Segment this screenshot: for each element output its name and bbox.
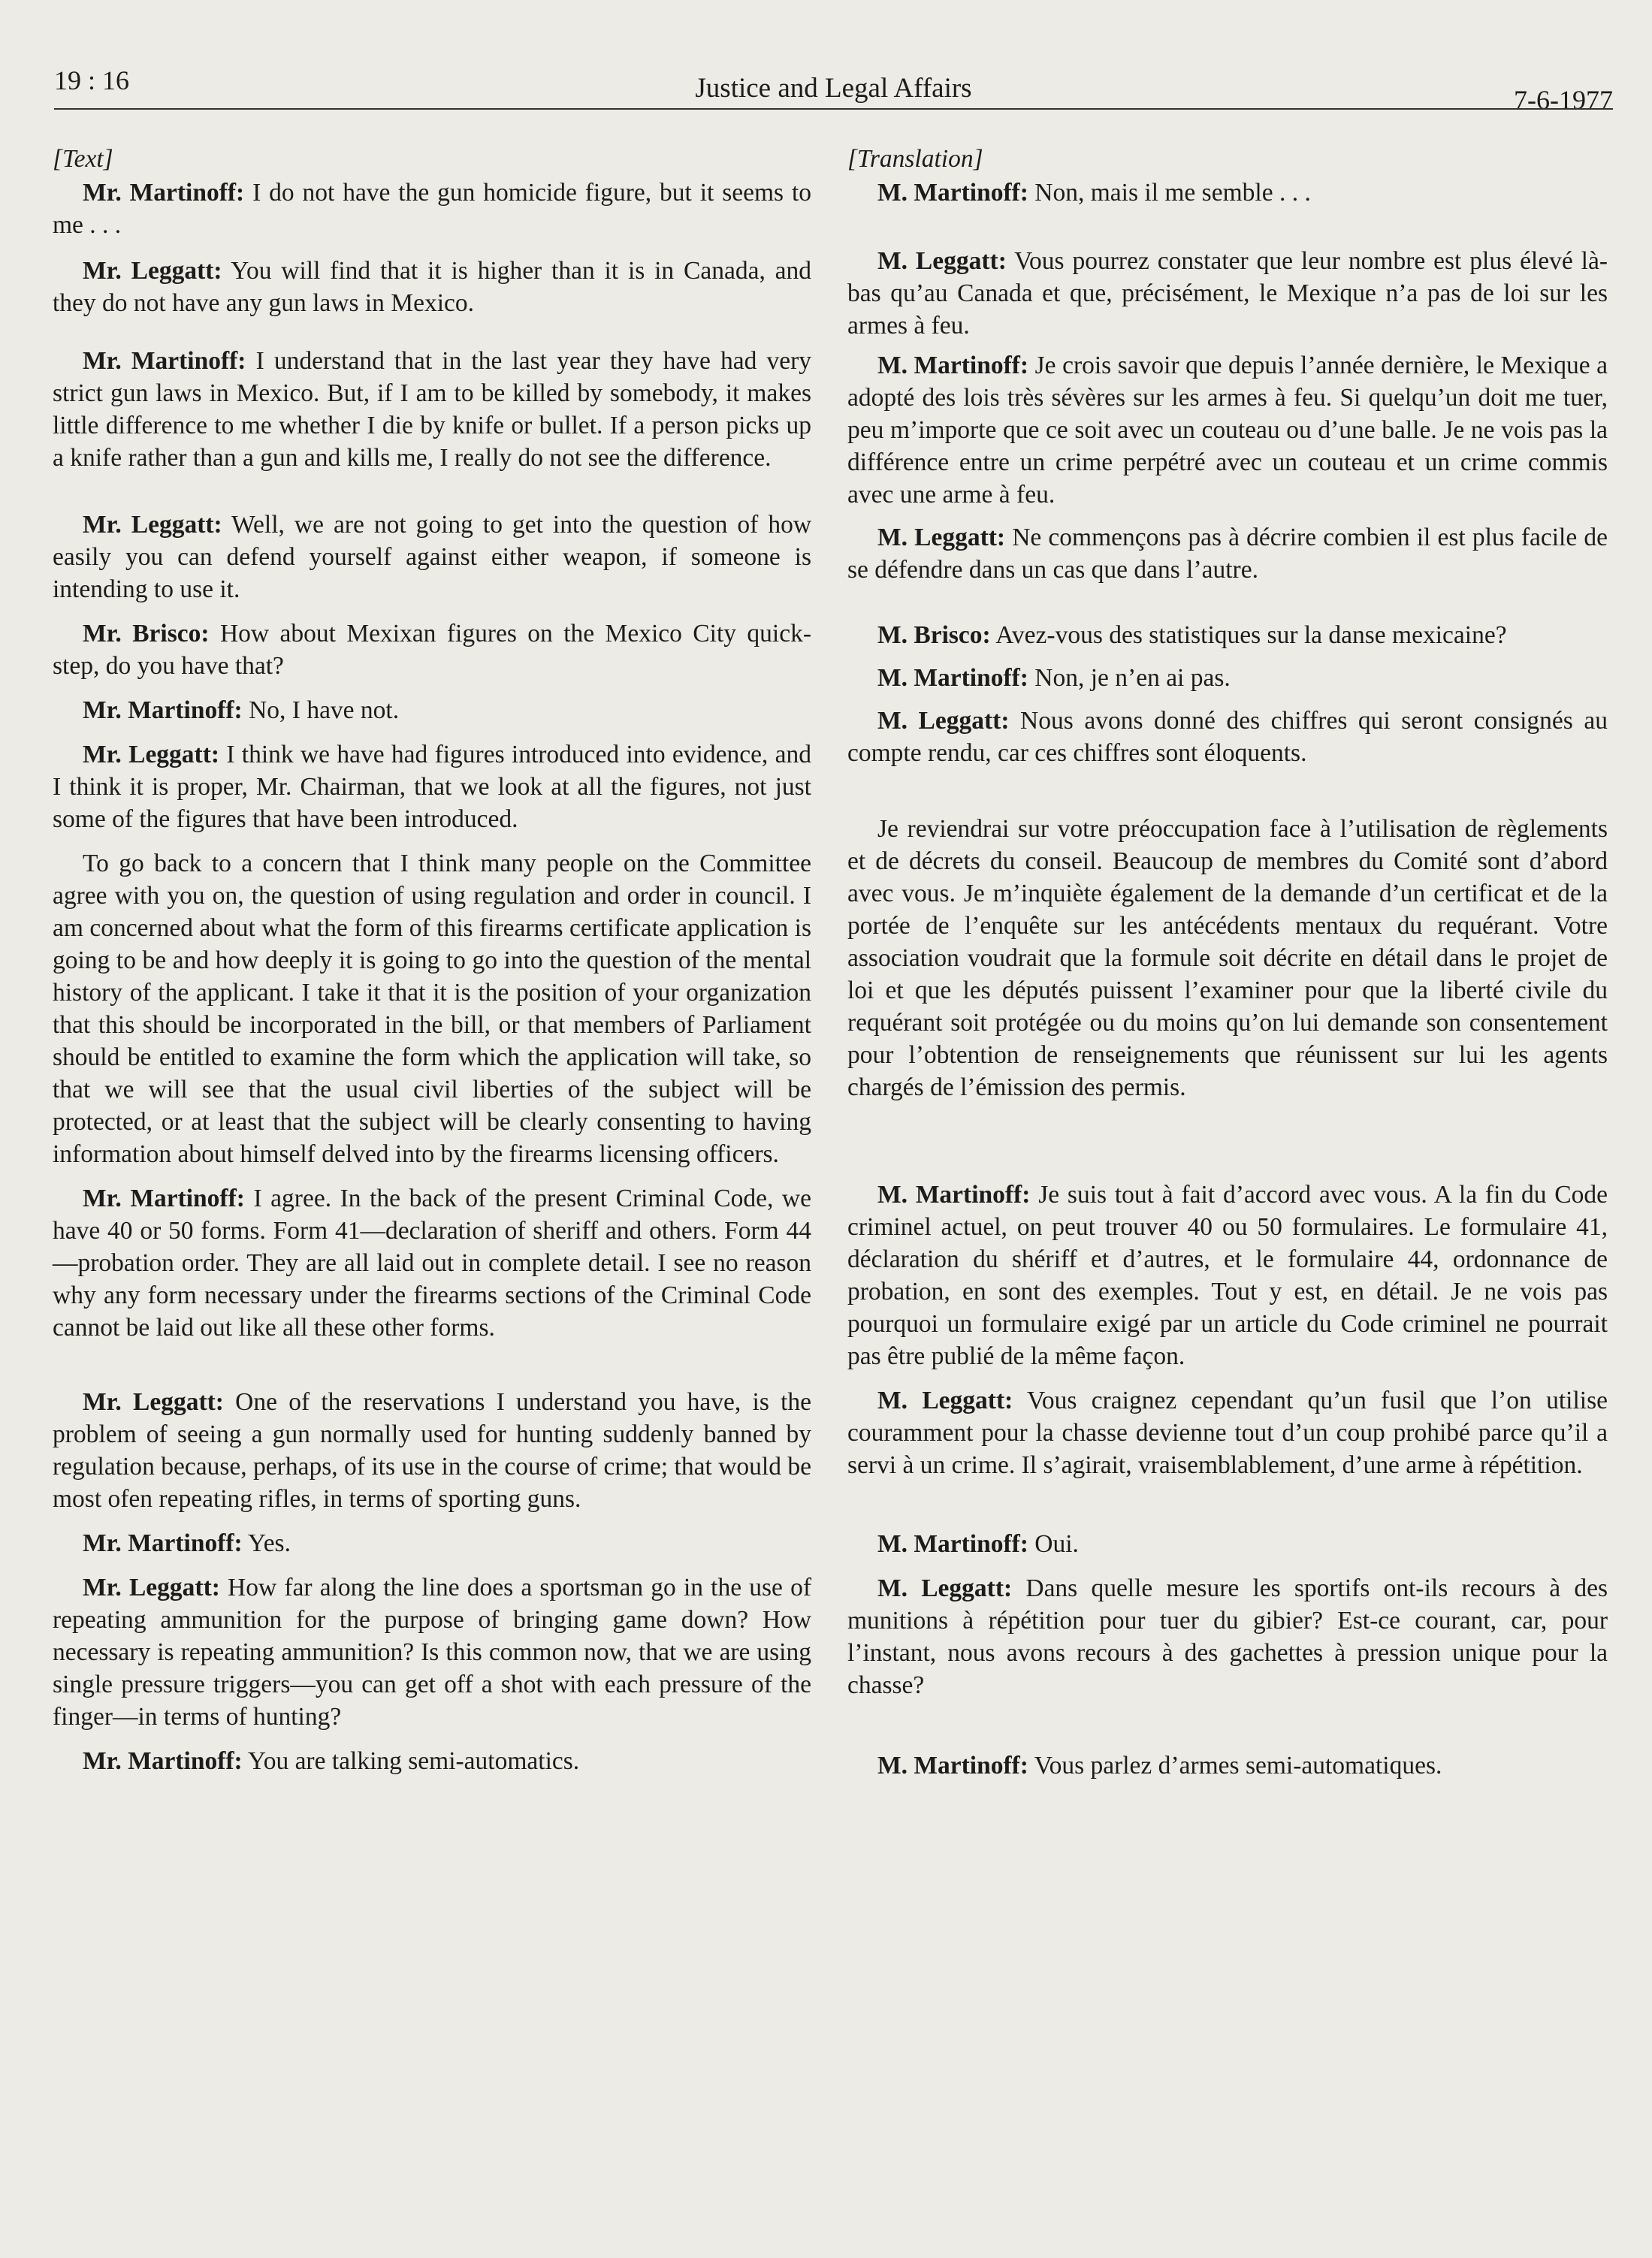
speech-text: I understand that in the last year they have had very strict gun laws in Mexico. But, if I am to be killed by somebody, it makes little difference to me whether I die by knife or bullet. If a person picks up a knife rather than a gun and kills me, I really do not see the difference. bbox=[53, 347, 811, 472]
transcript-paragraph bbox=[847, 245, 1608, 342]
speech-text: Non, je n’en ai pas. bbox=[1028, 664, 1231, 692]
french-column bbox=[847, 143, 1608, 1782]
transcript-paragraph bbox=[53, 847, 811, 1170]
speaker-name: Mr. Leggatt: bbox=[83, 257, 222, 285]
transcript-paragraph bbox=[53, 1527, 811, 1559]
speech-text: You will find that it is higher than it is in Canada, and they do not have any gun laws in Mexico. bbox=[53, 257, 812, 317]
transcript-paragraph bbox=[53, 1182, 811, 1344]
transcript-paragraph bbox=[847, 1179, 1608, 1372]
transcript-paragraph bbox=[847, 662, 1608, 694]
speech-text: Dans quelle mesure les sportifs ont-ils recours à des munitions à répétition pour tuer du gibier? Est-ce courant, car, pour l’instant, nous avons recours à des gachettes à pression unique pour la chasse? bbox=[847, 1574, 1608, 1699]
transcript-paragraph bbox=[847, 349, 1608, 511]
transcript-paragraph bbox=[847, 813, 1608, 1103]
speech-text: Je suis tout à fait d’accord avec vous. A la fin du Code criminel actuel, on peut trouver 40 ou 50 formulaires. Le formulaire 41, déclaration du shériff et d’autres, et le formulaire 44, ordonnance de probation, en sont des exemples. Tout y est, en détail. Je ne vois pas pourquoi un formulaire exigé par un article du Code criminel ne pourrait pas être publié de la même façon. bbox=[847, 1181, 1608, 1370]
speech-text: Yes. bbox=[242, 1529, 291, 1557]
speech-text: Avez-vous des statistiques sur la danse mexicaine? bbox=[990, 621, 1507, 649]
speech-text: Oui. bbox=[1028, 1530, 1079, 1558]
speech-text: No, I have not. bbox=[242, 696, 400, 724]
speaker-name: M. Martinoff: bbox=[877, 179, 1028, 207]
speech-text: I think we have had figures introduced into evidence, and I think it is proper, Mr. Chairman, that we look at all the figures, not just some of the figures that have been introduced. bbox=[53, 741, 811, 833]
speech-text: Well, we are not going to get into the question of how easily you can defend yourself against either weapon, if someone is intending to use it. bbox=[53, 511, 812, 603]
speaker-name: M. Leggatt: bbox=[877, 247, 1007, 275]
transcript-paragraph bbox=[847, 1528, 1608, 1560]
transcript-paragraph bbox=[847, 619, 1608, 651]
speech-text: Je crois savoir que depuis l’année dernière, le Mexique a adopté des lois très sévères sur les armes à feu. Si quelqu’un doit me tuer, peu m’importe que ce soit avec un couteau ou d’une balle. Je ne vois pas la différence entre un crime perpétré avec un couteau et un crime commis avec une arme à feu. bbox=[847, 352, 1608, 509]
transcript-paragraph bbox=[53, 1571, 811, 1733]
speech-text: Non, mais il me semble . . . bbox=[1028, 179, 1311, 207]
speech-text: Vous pourrez constater que leur nombre est plus élevé là-bas qu’au Canada et que, précisément, le Mexique n’a pas de loi sur les armes à feu. bbox=[847, 247, 1608, 340]
speaker-name: M. Martinoff: bbox=[877, 1181, 1031, 1209]
speaker-name: M. Martinoff: bbox=[877, 1752, 1028, 1780]
transcript-paragraph bbox=[53, 694, 811, 726]
speaker-name: Mr. Leggatt: bbox=[83, 741, 220, 768]
transcript-paragraph bbox=[53, 1386, 811, 1515]
speech-text: How about Mexixan figures on the Mexico City quick-step, do you have that? bbox=[53, 620, 812, 680]
speaker-name: M. Leggatt: bbox=[877, 707, 1010, 735]
transcript-paragraph bbox=[847, 521, 1608, 586]
transcript-paragraph bbox=[53, 177, 811, 241]
speech-text: Vous parlez d’armes semi-automatiques. bbox=[1028, 1752, 1442, 1780]
transcript-paragraph bbox=[53, 509, 811, 605]
speech-text: To go back to a concern that I think many people on the Committee agree with you on, the question of using regulation and order in council. I am concerned about what the form of this firearms certificate application is going to be and how deeply it is going to go into the question of the mental history of the applicant. I take it that it is the position of your organization that this should be incorporated in the bill, or that members of Parliament should be entitled to examine the form which the application will take, so that we will see that the usual civil liberties of the subject will be protected, or at least that the subject will be clearly consenting to having information about himself delved into by the firearms licensing officers. bbox=[53, 850, 811, 1168]
speaker-name: M. Martinoff: bbox=[877, 664, 1028, 692]
page-number: 19 : 16 bbox=[54, 65, 130, 95]
speaker-name: Mr. Martinoff: bbox=[83, 179, 245, 207]
speech-text: Vous craignez cependant qu’un fusil que l’on utilise couramment pour la chasse devienne tout d’un coup prohibé parce qu’il a servi à un crime. Il s’agirait, vraisemblablement, d’une arme à répétition. bbox=[847, 1387, 1608, 1479]
speaker-name: M. Leggatt: bbox=[877, 1387, 1013, 1414]
speaker-name: Mr. Leggatt: bbox=[83, 511, 222, 539]
speaker-name: Mr. Martinoff: bbox=[83, 1529, 243, 1557]
speaker-name: M. Martinoff: bbox=[877, 352, 1029, 379]
page-header bbox=[54, 65, 1613, 115]
speech-text: Ne commençons pas à décrire combien il est plus facile de se défendre dans un cas que dans l’autre. bbox=[847, 524, 1608, 584]
meeting-date: 7-6-1977 bbox=[1514, 85, 1613, 115]
speaker-name: Mr. Martinoff: bbox=[83, 696, 243, 724]
transcript-paragraph bbox=[53, 738, 811, 835]
speaker-name: Mr. Martinoff: bbox=[83, 1747, 243, 1775]
speaker-name: Mr. Leggatt: bbox=[83, 1574, 220, 1601]
speech-text: One of the reservations I understand you have, is the problem of seeing a gun normally used for hunting suddenly banned by regulation because, perhaps, of its use in the course of crime; that would be most ofen repeating rifles, in terms of sporting guns. bbox=[53, 1388, 812, 1513]
speaker-name: Mr. Martinoff: bbox=[83, 1185, 245, 1212]
speech-text: You are talking semi-automatics. bbox=[242, 1747, 580, 1775]
speaker-name: M. Leggatt: bbox=[877, 1574, 1013, 1602]
english-column bbox=[53, 143, 811, 1777]
transcript-paragraph bbox=[53, 255, 811, 319]
speech-text: I do not have the gun homicide figure, but it seems to me . . . bbox=[53, 179, 811, 239]
speaker-name: Mr. Leggatt: bbox=[83, 1388, 224, 1416]
speech-text: Je reviendrai sur votre préoccupation face à l’utilisation de règlements et de décrets du conseil. Beaucoup de membres du Comité sont d’abord avec vous. Je m’inquiète également de la demande d’un certificat et de la portée de l’enquête sur les antécédents mentaux du requérant. Votre association voudrait que la formule soit décrite en détail dans le projet de loi et que les députés puissent l’examiner pour que la liberté civile du requérant soit protégée ou du moins qu’on lui demande son consentement pour l’obtention de renseignements que réunissent sur lui les agents chargés de l’émission des permis. bbox=[847, 815, 1608, 1101]
transcript-paragraph bbox=[847, 177, 1608, 209]
running-title: Justice and Legal Affairs bbox=[695, 73, 972, 104]
transcript-paragraph bbox=[53, 1745, 811, 1777]
speech-text: How far along the line does a sportsman go in the use of repeating ammunition for the purpose of bringing game down? How necessary is repeating ammunition? Is this common now, that we are using single pressure triggers—you can get off a shot with each pressure of the finger—in terms of hunting? bbox=[53, 1574, 812, 1731]
english-heading: [Text] bbox=[53, 145, 113, 173]
transcript-paragraph bbox=[847, 1384, 1608, 1481]
speech-text: Nous avons donné des chiffres qui seront consignés au compte rendu, car ces chiffres sont éloquents. bbox=[847, 707, 1608, 767]
speaker-name: M. Brisco: bbox=[877, 621, 991, 649]
speaker-name: Mr. Brisco: bbox=[83, 620, 210, 648]
transcript-paragraph bbox=[847, 705, 1608, 769]
speech-text: I agree. In the back of the present Criminal Code, we have 40 or 50 forms. Form 41—declaration of sheriff and others. Form 44—probation order. They are all laid out in complete detail. I see no reason why any form necessary under the firearms sections of the Criminal Code cannot be laid out like all these other forms. bbox=[53, 1185, 811, 1342]
header-rule bbox=[54, 108, 1613, 110]
transcript-paragraph bbox=[847, 1749, 1608, 1782]
transcript-paragraph bbox=[53, 617, 811, 682]
transcript-paragraph bbox=[53, 345, 811, 474]
speaker-name: M. Leggatt: bbox=[877, 524, 1006, 551]
french-heading: [Translation] bbox=[847, 145, 983, 173]
transcript-paragraph bbox=[847, 1572, 1608, 1701]
speaker-name: Mr. Martinoff: bbox=[83, 347, 246, 375]
speaker-name: M. Martinoff: bbox=[877, 1530, 1028, 1558]
